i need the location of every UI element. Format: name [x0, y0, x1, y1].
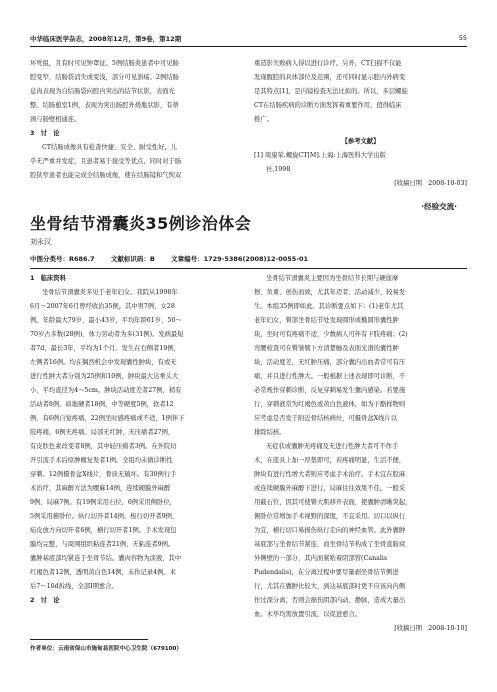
text-line: 血。术毕均需放置引流，以促进愈合。 [254, 611, 362, 618]
text-line: 排除结核。 [254, 429, 286, 436]
text-line: 外侧壁的一部分，其内面紧贴着阴部管(Canalis [254, 555, 388, 562]
text-line: 俯卧位常增加手术视野的深度，不宜采用。切口以纵行 [254, 513, 406, 520]
received-date: [收稿日期 2008-10-03] [394, 180, 467, 187]
text-line: 擦、负重、创伤而致，尤其年迈者、活动减少，较易发 [254, 289, 406, 296]
text-line: 70岁占多数(28例)，体力劳动者为多(31例)。发病最短 [30, 331, 184, 338]
section-label: ·经验交流· [421, 202, 457, 211]
text-line: 块，坐时可有疼痛不适，少数病人可伴有下肢疼痛；(2) [254, 331, 408, 338]
text-line: 囊肿基底部均紧连于坐骨节结。囊肉容物为淡液，其中 [30, 555, 182, 562]
text-line: 作过深分离，否则会损伤阴部内动、静脉，造成大量出 [254, 597, 406, 604]
body-left-column [30, 272, 242, 608]
text-line: 穿刺。12例摄骨盆X线片，骨质无破坏。有30例行手 [30, 471, 177, 478]
page-number: 55 [458, 34, 467, 42]
text-line: 痛，并且进行性肿大。一般根据上述表现即可诊断，不 [254, 373, 406, 380]
references-heading: 【参考文献】 [341, 138, 380, 145]
text-line: 是其特点[1]，是内镜检查无法比拟的。所以，多层螺旋 [254, 88, 408, 95]
text-line: 小，平均直径为4～5cm。肿块活动度差者27例，稍有 [30, 387, 182, 394]
section-heading: 2 讨 论 [30, 597, 60, 604]
text-line: 整。结肠憩室1例，表现为突出肠腔外烧瓶状影，有蒂 [30, 102, 179, 109]
journal-info: 中华临床医学杂志，2008年12月，第9卷，第12期 [30, 35, 182, 43]
top-right-column [254, 57, 467, 191]
top-left-column [30, 57, 242, 183]
text-line: 或连续硬膜外麻醉下进行，局麻往往效果不佳。一般采 [254, 485, 406, 492]
text-line: 应考虑是否发于附近骨结核病灶，可摄骨盆X线片以 [254, 415, 398, 422]
text-line: 无症状或囊肿无疼痛及无进行性肿大者可不作手 [266, 443, 399, 450]
text-line: 疝皮放方向切开者6例，横行切开者1例。手术发现包 [30, 527, 177, 534]
text-line: 活动者8例。质地硬者18例，中等硬度5例，软者12 [30, 401, 174, 408]
text-line: 乎无严重并发症，且患者易于接受等优点，同时对于肠 [30, 158, 182, 165]
text-line: 进行性肿大者分别为25例和10例，肿块最大达拳头大 [30, 373, 179, 380]
text-line: 为宜，横行切口易损伤纵行走向的神经血管。此外囊肿 [254, 527, 406, 534]
text-line: 颈与肠壁相通连。 [30, 116, 81, 123]
text-line: 者7d，最长3年，平均为1个月。发生在右侧者19例， [30, 345, 180, 352]
header-rule [30, 46, 467, 47]
text-line: 术，在座具上加一厚垫即可，若疼痛明显，生活不便， [254, 457, 406, 464]
text-line: 基底部与坐骨结节紧连，而坐骨结节构成了坐骨直肠窝 [254, 541, 406, 548]
received-date: [收稿日期 2008-10-10] [394, 625, 467, 632]
text-line: 有皮肤色素改变者8例，其中轻压痛者3例。在外院切 [30, 443, 177, 450]
text-line: 用截石位，因其可使臀大肌移开表面，使囊肿清晰突起， [254, 499, 412, 506]
class-number: 中图分类号：R686.7 [30, 255, 95, 263]
text-line: 左侧者16例。均在偶然机会中发现囊性肿块，有或无 [30, 359, 177, 366]
text-line: 6月～2007年6月曾经收治35例，其中男7例，女28 [30, 303, 175, 310]
text-line: 推广。 [254, 116, 273, 123]
text-line: 开引流手术后原肿瘤复发者1例。全组均未做诊断性 [30, 457, 173, 464]
author-affiliation [30, 644, 182, 652]
section-heading: 1 临床资料 [30, 275, 66, 282]
section-heading: 3 讨 论 [30, 130, 60, 137]
text-line: 生。本组35例即如此。其诊断要点如下：(1)老年尤其 [254, 303, 404, 310]
text-line: 发现腹腔的具体部位及范围，还可同时显示腔内外病变 [254, 74, 406, 81]
text-line: 坐骨结节滑囊炎多见于老年妇女。我院从1998年 [42, 289, 178, 296]
article-meta [30, 254, 322, 263]
text-line: 例。年龄最大79岁，最小43岁，平均年龄61岁，50～ [30, 317, 182, 324]
footnote-text: 作者单位：云南省保山市施甸县医院中心卫生院（679100） [30, 646, 183, 652]
text-line: 块，活动度差，无红肿压痛，部分囊内出血者常可有压 [254, 359, 406, 366]
text-line: CT在结肠疾病的诊断方面发挥着重要作用，值得临床 [254, 102, 402, 109]
body-right-column [254, 272, 467, 636]
text-line: 腔狭窄患者也能完成全结肠成像，使在结肠镜和气钡双 [30, 172, 182, 179]
text-line: 行，穿刺液常为红褐色或黄白色液体，如为干酪样物则 [254, 401, 406, 408]
text-line: 必常规作穿刺诊断，反复穿刺易发生囊内感染。若要施 [254, 387, 406, 394]
text-line: 例，有6例自觉疼痛，22例坐时感疼痛或不适，1例伴下 [30, 415, 185, 422]
text-line: 息肉表现为自结肠袋向腔内突出的结节状影，表面光 [30, 88, 175, 95]
footnote-rule [30, 639, 148, 640]
text-line: 腔变窄，结肠袋消失或变浅，部分可见溃疡。2例结肠 [30, 74, 179, 81]
reference-item: [1] 周康荣.螺旋CT[M].上海:上海医科大学出版 [254, 152, 386, 159]
text-line: 行，尤其在囊肿比较大，到达基底部时更不应该向内侧 [254, 583, 406, 590]
meta-rule [30, 268, 467, 269]
text-line: 膜均完整，与周围组织粘连者21例，无粘连者9例。 [30, 541, 175, 548]
document-code: 文献标识码：B [110, 255, 155, 263]
text-line: 老年妇女，臀部坐骨结节处发现圆形或椭圆形囊性肿 [254, 317, 399, 324]
running-header [30, 34, 467, 46]
text-line: 后7～10d拆线，全部Ⅰ期愈合。 [30, 583, 118, 590]
text-line: 术治疗，其麻醉方法为腰麻14例，连续硬膜外麻醉 [30, 485, 171, 492]
article-number: 文章编号：1729-5386(2008)12-0055-01 [171, 255, 309, 263]
text-line: CT结肠成像具有检查快捷、安全、耐受性好，儿 [42, 144, 177, 151]
text-line: 5例采用俯卧位。纵行切开者14例，梭行切开者9例， [30, 513, 179, 520]
author: 刘永汉 [30, 238, 51, 246]
reference-item-continued: 社,1998 [266, 166, 291, 173]
text-line: 弯腰检查可在臀皱襞下方清楚触及表面光滑的囊性肿 [254, 345, 399, 352]
text-line: 肢疼痛，6例无疼痛。局部无红肿、无压痛者27例， [30, 429, 175, 436]
text-line: Pudendalis)，在分离过程中要尽量剥坐骨结节侧进 [254, 569, 399, 576]
article-title: 坐骨结节滑囊炎35例诊治体会 [30, 214, 252, 233]
text-line: 9例，局麻7例。有19例采用石位，6例采用侧卧位， [30, 499, 176, 506]
text-line: 重造影失败病人得以进行诊疗。另外，CT扫描不仅能 [254, 60, 402, 67]
text-line: 坏死组，且有时可见钟罩征。5例结肠炎患者中可见肠 [30, 60, 179, 67]
text-line: 红褐色者12例，透明黄白色14例，未作记录4例。术 [30, 569, 176, 576]
text-line: 肿块有进行性增大者则应考虑手术治疗。手术宜在股麻 [254, 471, 406, 478]
text-line: 坐骨结节滑囊炎主要因为坐骨结节长期与硬座摩 [266, 275, 399, 282]
